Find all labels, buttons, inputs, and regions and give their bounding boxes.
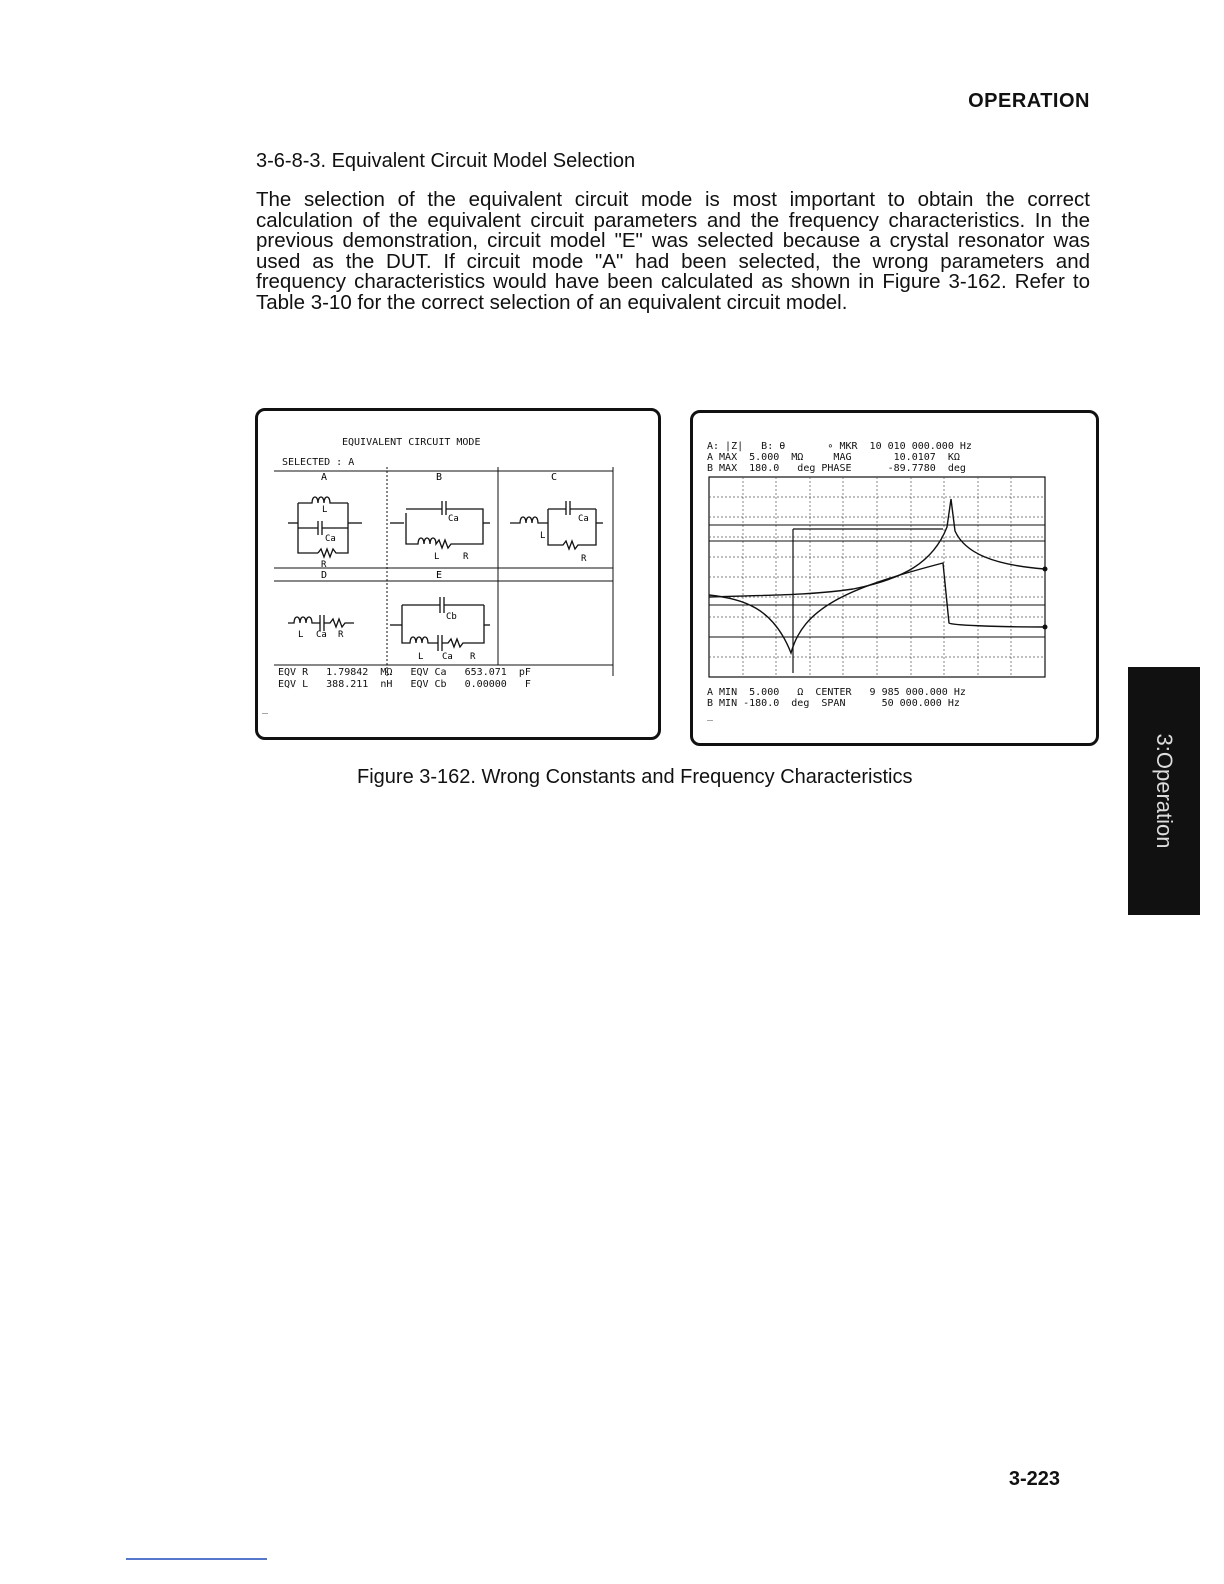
marker-line-2: A MAX 5.000 MΩ MAG 10.0107 KΩ [707,452,960,463]
running-header: OPERATION [968,90,1090,112]
page-number: 3-223 [1008,1468,1060,1490]
model-a-label-l: L [322,505,328,515]
model-e-label-cb: Cb [446,612,457,622]
equivalent-circuit-screen [255,408,661,740]
model-d-label-ca: Ca [316,630,327,640]
model-a-label-r: R [321,560,327,570]
model-e-label-r: R [470,652,476,662]
circuit-model-d [288,615,354,631]
screen-cursor: _ [707,710,714,721]
model-c-label-r: R [581,554,587,564]
circuit-model-e [390,597,490,651]
screen-cursor: _ [262,703,269,714]
model-d-label-l: L [298,630,304,640]
model-d-label-r: R [338,630,344,640]
footer-rule [126,1558,267,1560]
model-e-label-ca: Ca [442,652,453,662]
phase-trace [709,563,1045,653]
model-label-b: B [436,472,443,483]
marker-line-3: B MAX 180.0 deg PHASE -89.7780 deg [707,463,966,474]
model-b-label-l: L [434,552,440,562]
model-label-d: D [321,570,328,581]
frequency-characteristics-screen [690,410,1099,746]
section-tab [1128,667,1200,915]
screen-title: EQUIVALENT CIRCUIT MODE [342,437,481,448]
model-a-label-ca: Ca [325,534,336,544]
readout-row-1: EQV R 1.79842 MΩ EQV Ca 653.071 pF [278,667,531,678]
model-label-e: E [436,570,443,581]
span-line-1: A MIN 5.000 Ω CENTER 9 985 000.000 Hz [707,687,966,698]
circuit-model-c [510,501,603,549]
model-e-label-l: L [418,652,424,662]
readout-row-2: EQV L 388.211 nH EQV Cb 0.00000 F [278,679,531,690]
marker-line-1: A: |Z| B: θ ∘ MKR 10 010 000.000 Hz [707,441,972,452]
model-c-label-ca: Ca [578,514,589,524]
figure-caption: Figure 3-162. Wrong Constants and Frequency Characteristics [357,766,913,788]
section-title: 3-6-8-3. Equivalent Circuit Model Selection [256,150,636,172]
selected-model-label: SELECTED : A [282,457,355,468]
model-label-a: A [321,472,328,483]
circuit-model-b [390,501,490,548]
section-tab-label: 3:Operation [1152,733,1177,849]
model-label-c: C [551,472,558,483]
body-paragraph: The selection of the equivalent circuit mode is most important to obtain the correct calculation of the equivalent circuit parameters and the frequency characteristics. In the previous demonstration, circuit model "E" was selected because a crystal resonator was used as the DUT. If circuit mode "A" had been selected, the wrong parameters and frequency characteristics would have been calculated as shown in Figure 3-162. Refer to Table 3-10 for the correct selection of an equivalent circuit model. [256,188,1090,314]
model-c-label-l: L [540,531,546,541]
model-b-label-r: R [463,552,469,562]
model-b-label-ca: Ca [448,514,459,524]
span-line-2: B MIN -180.0 deg SPAN 50 000.000 Hz [707,698,960,709]
